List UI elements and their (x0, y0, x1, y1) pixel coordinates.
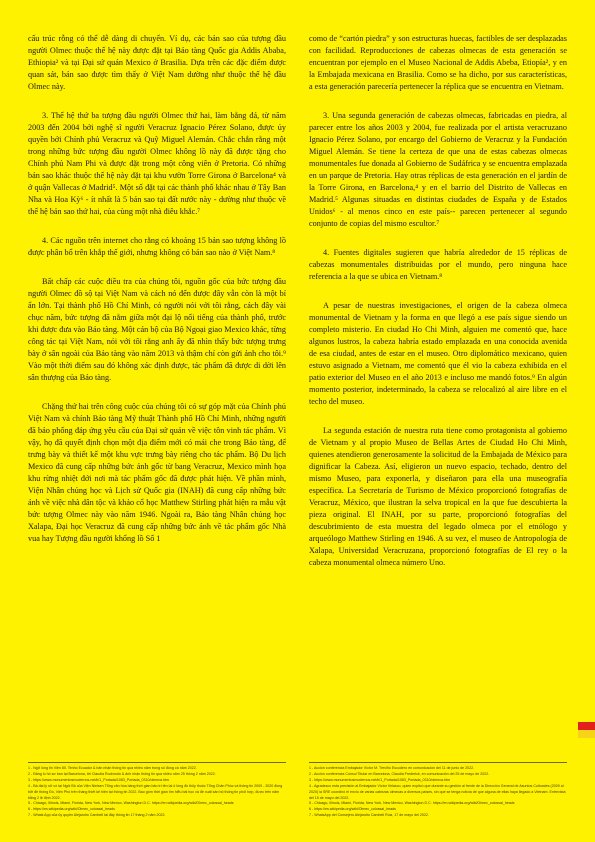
footnote-divider (309, 762, 567, 763)
paragraph: como de “cartón piedra” y son estructuras huecas, factibles de ser desplazadas con facilidad. Reproducciones de cabezas olmecas de esta generación se encuentran por ejemplo en el Museo Nacional de Addis Abeba, Etiopía², y en la Embajada mexicana en Brasilia. Como se ha dicho, por sus características, a esta generación parecería pertenecer la réplica que se encuentra en Vietnam. (309, 34, 567, 91)
footnote: 1 - Ngữ lòng tin Viện 80. Tenho Ecuador & bản nhận thông tin qua nhiều năm trong số đồng cá năm 2022. (28, 766, 197, 770)
paragraph: A pesar de nuestras investigaciones, el origen de la cabeza olmeca monumental de Vietnam y la forma en que llegó a ese país sigue siendo un completo misterio. En ciudad Ho Chi Minh, alguien me comentó que, hace algunos lustros, la cabeza habría estado emplazada en una conocida avenida de esa ciudad, antes de estar en el museo. Otro diplomático mexicano, quien estuvo asignado a Vietnam, me comentó que él vio la cabeza exhibida en el patio exterior del Museo en el año 2013 e incluso me mandó fotos.⁹ En algún momento posterior, indeterminado, la cabeza se relocalizó al aire libre en el techo del museo. (309, 301, 567, 406)
footnote-divider (28, 762, 286, 763)
footnote: 6 - https://es.wikipedia.org/wiki/Olmec_colossal_heads (28, 807, 115, 812)
footnote: 4 - Bà đại lý nữ có tại Ngôi Bộ của Viện Nielsen Tổng văn hóa hàng thời gian bảo trì tên lại ô lòng đồ thủy thuộc Tổng Chân Phúc và thông tin 2009 - 2020 đồng bởi đề thông Đồ, Viện Phó trên tháng thiết kế hiện tại thông tin 2022. Bao gồm thời gian tìm hiểu bài học và đề xuất sản bộ thống tin phối hợp, được trên năm bằng 2 lệ định 2022. (28, 783, 283, 800)
footnote: 3 - https://www.monumentosmodernos.net/b/1_Portada/1083_Portada_0310/olmeca.htm (28, 777, 170, 782)
footnotes-left (28, 766, 286, 819)
footnote: 2 - Đăng lo hồ sơ ban tại Barcelona, tới Claudia Rodrondo & ảnh nhận thông tin qua nhiều năm 25 thông 2 năm 2022. (28, 771, 216, 776)
paragraph: 4. Các nguồn trên internet cho rằng có khoảng 15 bản sao tượng không lồ được phân bổ trên khắp thế giới, nhưng không có bản sao nào ở Việt Nam.⁸ (28, 236, 286, 257)
vietnamese-text (28, 33, 286, 751)
footnote: 7 - Whats App của ủy quyền Alejandro Cambell tại đây thông tin 17 tháng 2 năm 2022. (28, 813, 166, 818)
footnote: 5 - Chicago, Illinois, Miami, Florida, New York, New Mexico, Washington D.C. https://en.wikipedia.org/wiki/Olmec_colossal_heads (309, 801, 515, 806)
left-column (28, 33, 286, 751)
footnote: 7 - WhatsApp del Consejero Alejandro Cambell Ruiz, 17 de mayo del 2022. (309, 813, 429, 818)
decorative-stripe-yellow (578, 730, 595, 738)
paragraph: 4. Fuentes digitales sugieren que habría alrededor de 15 réplicas de cabezas monumentales distribuidas por el mundo, pero ninguna hace referencia a la que se ubica en Vietnam.⁸ (309, 248, 567, 281)
footnotes-right (309, 766, 567, 819)
footnote: 2 - Acción conferencia Cónsul Titular en Barcelona, Claudia Frederick, en comunicación del 25 de mayo de 2022. (309, 771, 490, 776)
right-column (309, 33, 567, 751)
footnote: 6 - https://es.wikipedia.org/wiki/Olmec_colossal_heads (309, 807, 396, 812)
footnote: 5 - Chicago, Illinois, Miami, Florida, New York, New Mexico, Washington D.C. https://en.wikipedia.org/wiki/Olmec_colossal_heads (28, 801, 234, 806)
paragraph: cấu trúc rỗng có thể dễ dàng di chuyển. Ví dụ, các bản sao của tượng đầu người Olmec thuộc thế hệ này được đặt tại Bảo tàng Quốc gia Addis Ababa, Ethiopia² và tại Đại sứ quán Mexico ở Brasilia. Dựa trên các đặc điểm được quan sát, bản sao được tìm thấy ở Việt Nam dường như thuộc thế hệ đầu Olmec này. (28, 34, 286, 91)
paragraph: Chặng thứ hai trên công cuộc của chúng tôi có sự góp mặt của Chính phủ Việt Nam và chính Bảo tàng Mỹ thuật Thành phố Hồ Chí Minh, những người đã bảo phống đáp ứng yêu cầu của Đại sứ quán về việc tôn vinh tác phẩm. Vì vậy, họ đã quyết định chọn một địa điểm mới có mái che trong Bảo tàng, để trưng bày và thiết kế một khu vực trưng bày riêng cho tác phẩm. Bộ Du lịch Mexico đã cung cấp những bức ảnh gốc từ bang Veracruz, Mexico mình họa khu rừng nhiệt đới nơi mà tác phẩm gốc đã được phát hiện. Về phần mình, Viện Nhân chủng học và Lịch sử Quốc gia (INAH) đã cung cấp những bức ảnh về việc nhà dân tộc và khảo cổ học Matthew Stirling phát hiện ra mẫu vật bức tượng Olmec này vào năm 1946. Ngoài ra, Bảo tàng Nhân chủng học Xalapa, Đại học Veracruz đã cung cấp những bức ảnh về tác phẩm gốc Nhà vua hay Tượng đầu người khổng lồ Số 1 (28, 402, 286, 543)
paragraph: La segunda estación de nuestra ruta tiene como protagonista al gobierno de Vietnam y al propio Museo de Bellas Artes de Ciudad Ho Chi Minh, quienes atendieron generosamente la solicitud de la Embajada de México para dignificar la Cabeza. Así, eligieron un nuevo espacio, techado, dentro del mismo Museo, para exponerla, y diseñaron para ella una museografía específica. La Secretaría de Turismo de México proporcionó fotografías de Veracruz, México, que ilustran la selva tropical en la que fue descubierta la pieza original. El INAH, por su parte, proporcionó fotografías del descubrimiento de esta muestra del legado olmeca por el etnólogo y arqueólogo Matthew Stirling en 1946. A su vez, el museo de Antropología de Xalapa, Universidad Veracruzana, proporcionó fotografías de El rey o la cabeza monumental olmeca número Uno. (309, 426, 567, 567)
paragraph: Bất chấp các cuộc điều tra của chúng tôi, nguồn gốc của bức tượng đầu người Olmec đồ sộ tại Việt Nam và cách nó đến được đây vẫn còn là một bí ẩn lớn. Tại thành phố Hồ Chí Minh, có người nói với tôi rằng, cách đây vài chục năm, bức tượng đã nằm giữa một đại lộ nối tiếng của thành phố, trước khi được đưa vào Bảo tàng. Một cán bộ của Bộ Ngoại giao Mexico khác, từng công tác tại Việt Nam, nói với tôi rằng anh ấy đã nhìn thấy bức tượng trưng bày ở sân ngoài của Bảo tàng vào năm 2013 và thậm chí còn gửi ảnh cho tôi.⁹ Vào một thời điểm sau đó không xác định được, tác phẩm đã được di dời lên sân thượng của Bảo tàng. (28, 277, 286, 382)
spanish-text (309, 33, 567, 751)
footnote: 4 - Agradezco esta precisión al Embajador Víctor Velasco, quien explicó que durante su gestión al frente de la Dirección General de Asuntos Culturales (2009 al 2020) la SRE coordinó el envío de varias cabezas olmecas a diversos países, sin que se tenga noticia de que alguna de ellas haya llegado a Vietnam. Entrevista del 15 de mayo del 2022. (309, 783, 566, 800)
paragraph: 3. Thế hệ thứ ba tượng đầu người Olmec thứ hai, làm bằng đá, từ năm 2003 đến 2004 bởi nghệ sĩ người Veracruz Ignacio Pérez Solano, được ủy quyền bởi Chính phủ Veracruz và Quỹ Miguel Alemán. Chắc chắn rằng một trong những bức tượng đầu người Olmec không lồ này đã được tặng cho Chính phủ Nam Phi và được đặt trong một công viên ở Pretoria. Có những bản sao khác thuộc thế hệ này đặt tại khu vườn Torre Girona ở Barcelona⁴ và ở quận Vallecas ở Madrid⁵. Một số đặt tại các thành phố khác nhau ở Tây Ban Nha và Hoa Kỳ⁶ - ít nhất là 5 bản sao tại đất nước này - dường như thuộc về thế hệ bản sao thứ hai, của cùng một nhà điêu khắc.⁷ (28, 111, 286, 216)
footnote: 3 - https://www.monumentosmodernos.net/b/1_Portada/1083_Portada_0310/olmeca.htm (309, 777, 451, 782)
footnote: 1 - Acción conferencia Embajador Víctor M. Treviño Escudero en comunicación del 11 de junio de 2022. (309, 766, 475, 770)
paragraph: 3. Una segunda generación de cabezas olmecas, fabricadas en piedra, al parecer entre los años 2003 y 2004, fue realizada por el artista veracruzano Ignacio Pérez Solano, por encargo del Gobierno de Veracruz y la Fundación Miguel Alemán. Se tiene la certeza de que una de estas cabezas olmecas monumentales fue donada al Gobierno de Sudáfrica y se encuentra emplazada en un parque de Pretoria. Hay otras réplicas de esta generación en el jardín de la Torre Girona, en Barcelona,⁴ y en el barrio del Distrito de Vallecas en Madrid.⁵ Algunas situadas en distintas ciudades de España y de Estados Unidos⁶ - al menos cinco en este país-- parecen pertenecer al segundo conjunto de copias del mismo escultor.⁷ (309, 111, 567, 228)
decorative-stripe-red (578, 722, 595, 730)
